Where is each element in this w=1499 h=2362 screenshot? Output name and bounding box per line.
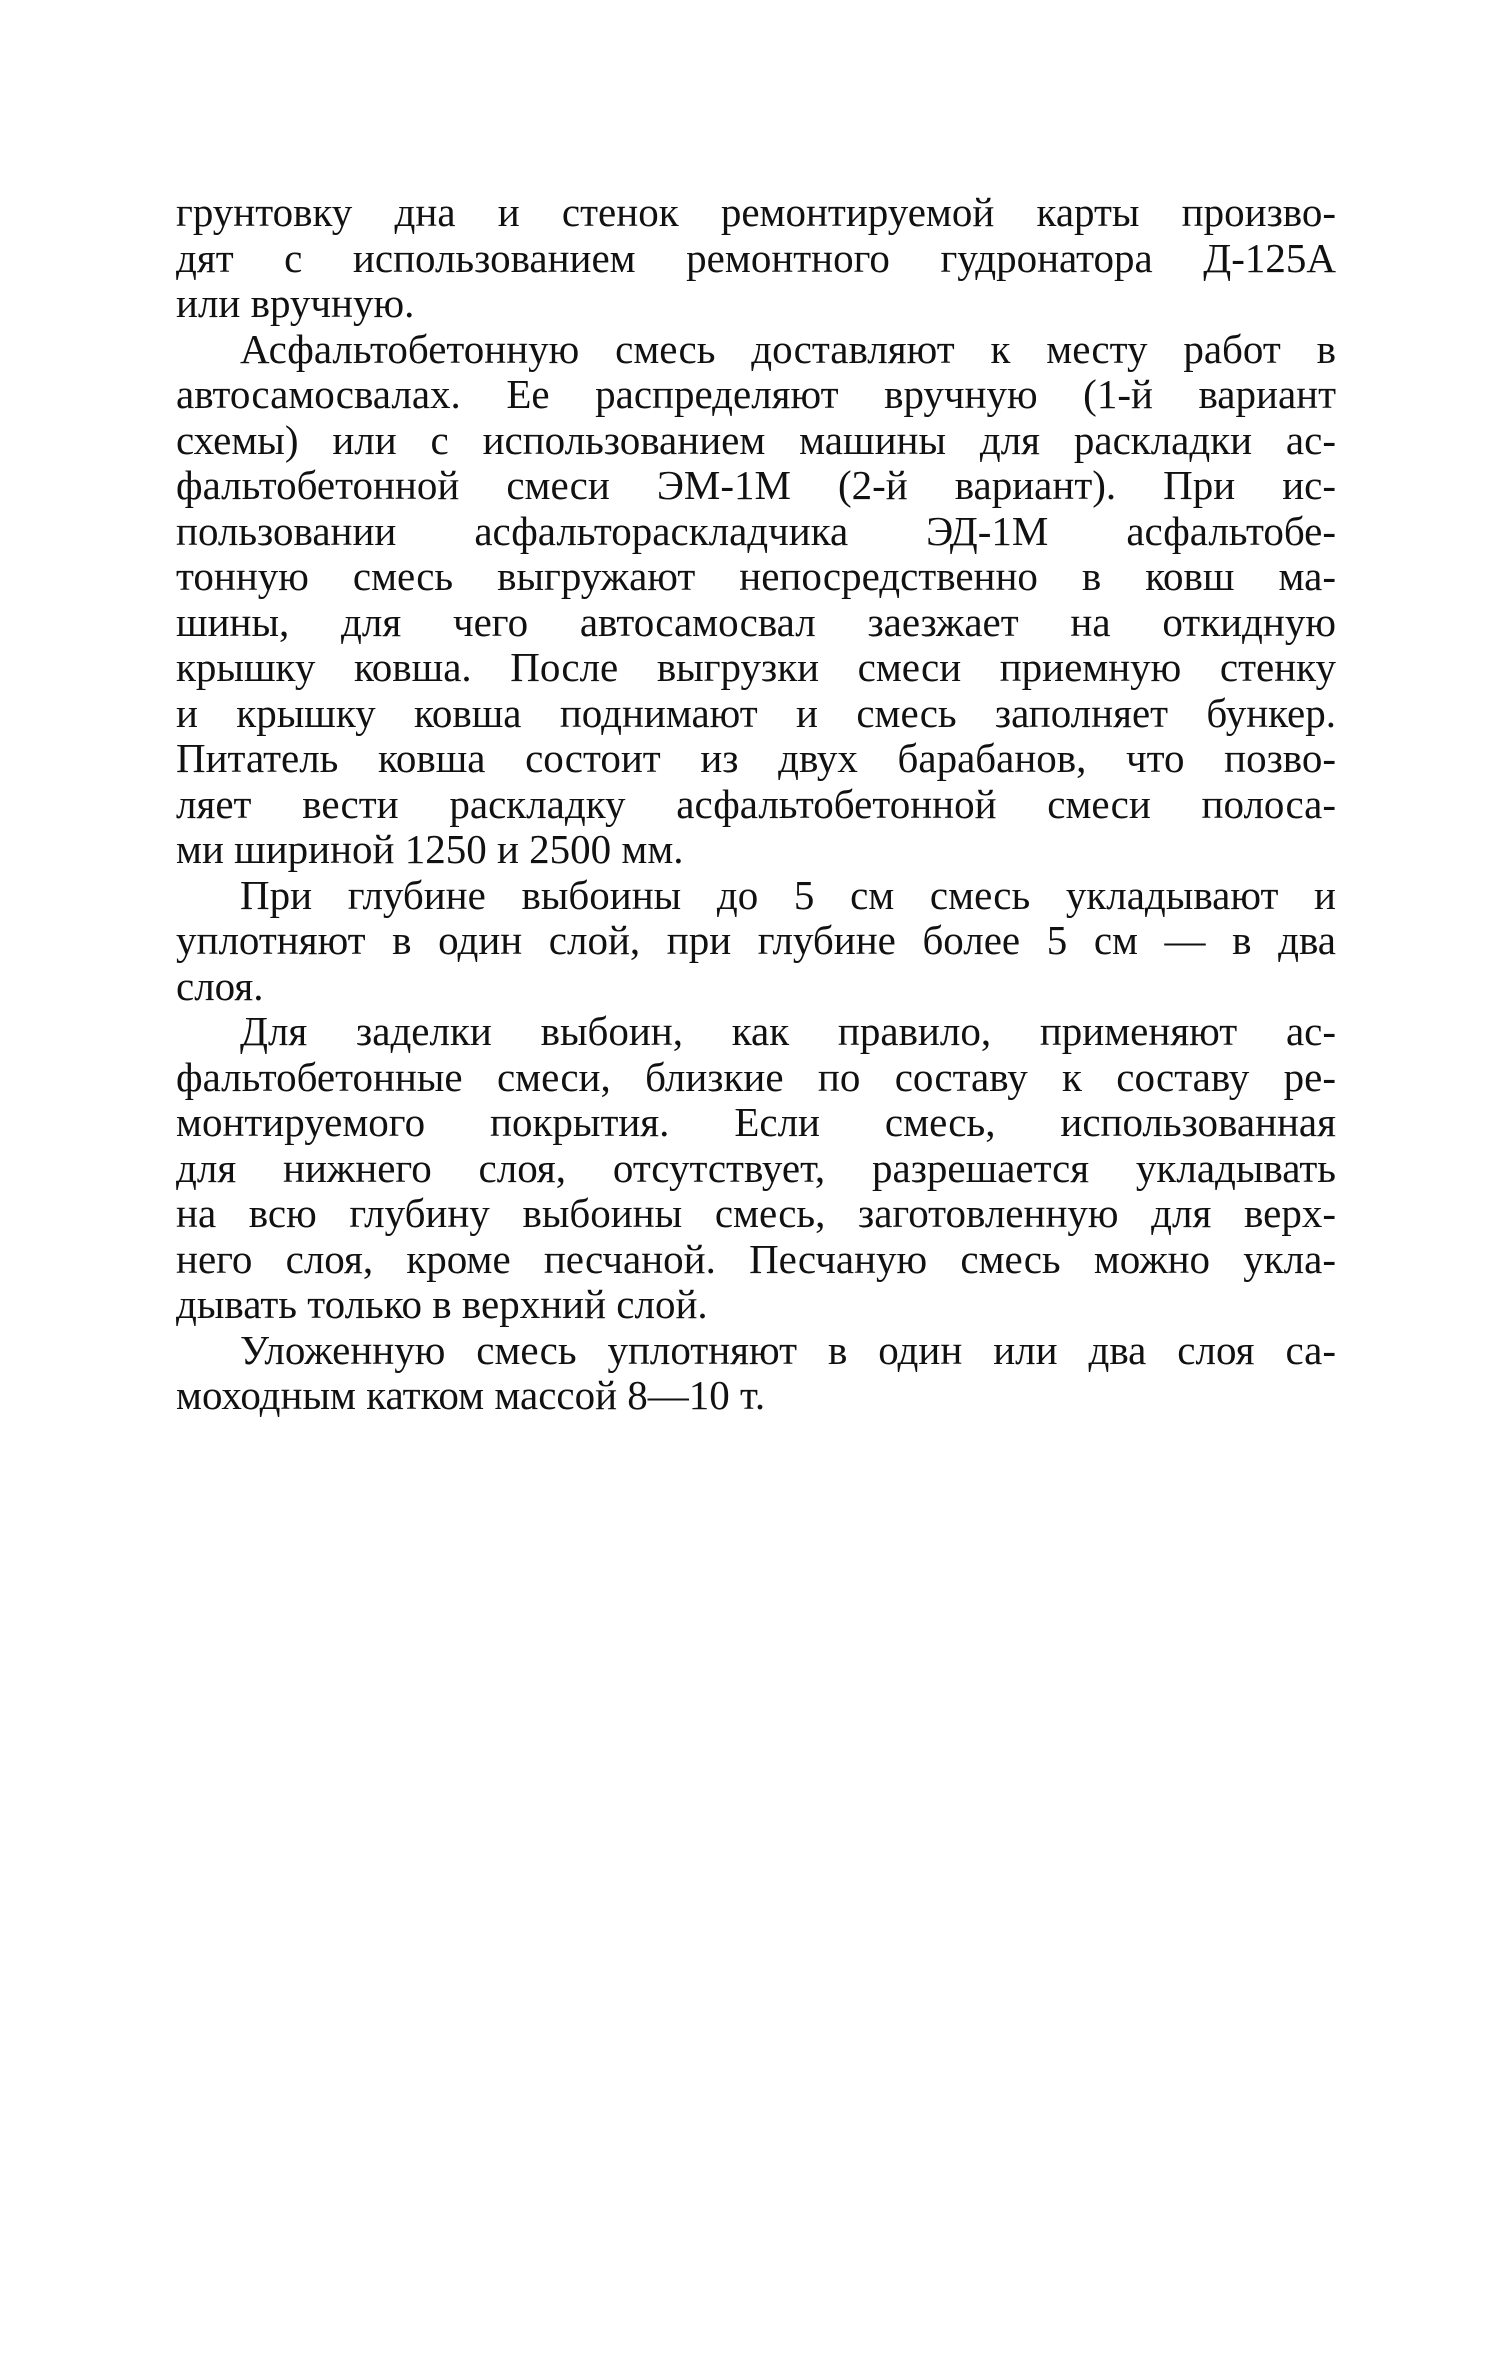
text-line: автосамосвалах. Ее распределяют вручную (1-й вариант bbox=[176, 371, 1336, 417]
text-line: ми шириной 1250 и 2500 мм. bbox=[176, 826, 684, 872]
text-line: для нижнего слоя, отсутствует, разрешается укладывать bbox=[176, 1144, 1336, 1191]
text-line: пользовании асфальтораскладчика ЭД-1М асфальтобе- bbox=[176, 507, 1336, 554]
text-line: фальтобетонные смеси, близкие по составу к составу ре- bbox=[176, 1053, 1336, 1100]
text-line: дят с использованием ремонтного гудронатора Д-125А bbox=[176, 234, 1336, 281]
text-line: Асфальтобетонную смесь доставляют к месту работ в bbox=[240, 325, 1336, 372]
text-line: При глубине выбоины до 5 см смесь укладывают и bbox=[240, 871, 1336, 918]
text-line: крышку ковша. После выгрузки смеси приемную стенку bbox=[176, 644, 1336, 690]
text-line: Для заделки выбоин, как правило, применяют ас- bbox=[240, 1008, 1336, 1054]
text-line: схемы) или с использованием машины для раскладки ас- bbox=[176, 416, 1336, 463]
text-line: слоя. bbox=[176, 962, 264, 1009]
text-line: ляет вести раскладку асфальтобетонной смеси полоса- bbox=[176, 780, 1336, 827]
text-line: тонную смесь выгружают непосредственно в ковш ма- bbox=[176, 553, 1336, 599]
text-line: на всю глубину выбоины смесь, заготовленную для верх- bbox=[176, 1190, 1336, 1236]
text-line: него слоя, кроме песчаной. Песчаную смесь можно укла- bbox=[176, 1235, 1336, 1282]
text-line: уплотняют в один слой, при глубине более 5 см — в два bbox=[176, 917, 1336, 963]
paragraph-5 bbox=[176, 1328, 1336, 1419]
paragraph-2 bbox=[176, 327, 1336, 873]
paragraph-3 bbox=[176, 873, 1336, 1010]
text-line: Питатель ковша состоит из двух барабанов, что позво- bbox=[176, 735, 1336, 781]
text-line: моходным катком массой 8—10 т. bbox=[176, 1372, 766, 1418]
text-line: шины, для чего автосамосвал заезжает на откидную bbox=[176, 598, 1336, 645]
text-line: грунтовку дна и стенок ремонтируемой карты произво- bbox=[176, 189, 1336, 235]
text-line: Уложенную смесь уплотняют в один или два слоя са- bbox=[240, 1326, 1336, 1373]
text-line: монтируемого покрытия. Если смесь, использованная bbox=[176, 1099, 1336, 1145]
body-text bbox=[176, 190, 1336, 1419]
text-line: дывать только в верхний слой. bbox=[176, 1281, 708, 1327]
text-line: и крышку ковша поднимают и смесь заполняет бункер. bbox=[176, 689, 1336, 736]
text-line: фальтобетонной смеси ЭМ-1М (2-й вариант). При ис- bbox=[176, 462, 1336, 508]
text-line: или вручную. bbox=[176, 280, 415, 326]
paragraph-4 bbox=[176, 1009, 1336, 1328]
paragraph-1 bbox=[176, 190, 1336, 327]
